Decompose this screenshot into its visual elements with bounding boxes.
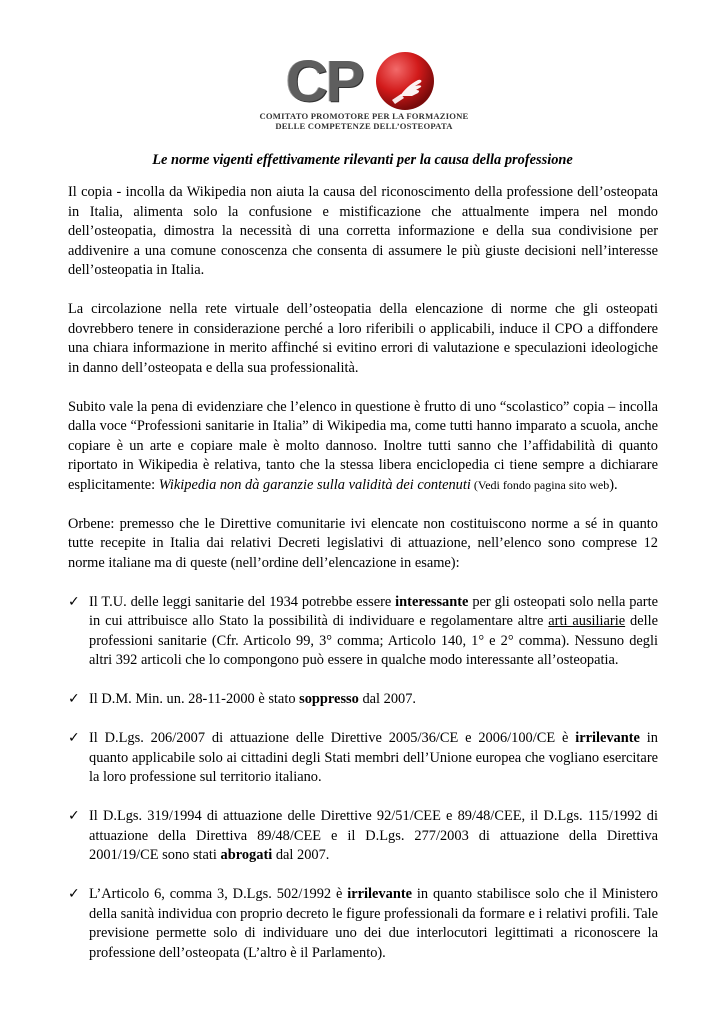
checkmark-icon: ✓ — [68, 593, 80, 610]
checkmark-icon: ✓ — [68, 691, 80, 707]
logo-caption-line-1: COMITATO PROMOTORE PER LA FORMAZIONE — [259, 111, 469, 121]
item-text: in quanto stabilisce solo che il Ministero della sanità individua con proprio decreto le figure professionali da formare e i relativi profili. Tale previsione permette solo di individuare uno dei due interlocutori legittimati a riconoscere la professione dell’osteopata (L’altro è il Parlamento). — [89, 886, 658, 961]
paragraph-2: La circolazione nella rete virtuale dell’osteopatia della elencazione di norme che gli osteopati dovrebbero tenere in considerazione perché a loro riferibili o applicabili, induce il CPO a diffondere una chiara informazione in merito affinché si evitino errori di valutazione e speculazioni ideologiche in danno dell’osteopata e della sua professionalità. — [68, 301, 658, 376]
item-emphasis: irrilevante — [347, 886, 412, 902]
checkmark-icon: ✓ — [68, 886, 80, 902]
logo-caption — [254, 112, 474, 131]
item-emphasis: soppresso — [299, 691, 359, 707]
item-emphasis: abrogati — [220, 847, 273, 863]
item-text: dal 2007. — [358, 691, 416, 707]
item-text: in quanto applicabile solo ai cittadini degli Stati membri dell’Unione europea che vogliano esercitare la loro professione sul territorio italiano. — [89, 730, 658, 785]
cpo-logo — [254, 50, 474, 132]
logo-caption-line-2: DELLE COMPETENZE DELL’OSTEOPATA — [275, 120, 453, 131]
norms-list — [68, 593, 658, 964]
paragraph-4: Orbene: premesso che le Direttive comunitarie ivi elencate non costituiscono norme a sé in quanto tutte recepite in Italia dai relativi Decreti legislativi di attuazione, nell’elenco sono comprese 12 norme italiane ma di queste (nell’ordine dell’elencazione in esame): — [68, 515, 658, 571]
list-item — [68, 690, 658, 710]
checkmark-icon: ✓ — [68, 730, 80, 746]
list-item — [68, 885, 658, 963]
checkmark-icon: ✓ — [68, 808, 80, 824]
item-emphasis: interessante — [395, 593, 469, 610]
item-text: Il D.Lgs. 206/2007 di attuazione delle Direttive 2005/36/CE e 2006/100/CE è — [89, 730, 576, 746]
item-text: Il T.U. delle leggi sanitarie del 1934 potrebbe essere — [89, 593, 396, 610]
item-text: L’Articolo 6, comma 3, D.Lgs. 502/1992 è — [89, 886, 348, 902]
paragraph-3-end: ). — [609, 476, 618, 493]
item-emphasis: irrilevante — [575, 730, 640, 746]
item-text: per gli osteopati solo nella parte in cui attribuisce allo Stato la possibilità di individuare e regolamentare altre — [89, 593, 658, 629]
list-item — [68, 593, 658, 671]
logo-ball-icon — [374, 50, 436, 112]
item-text: Il D.Lgs. 319/1994 di attuazione delle Direttive 92/51/CEE e 89/48/CEE, il D.Lgs. 115/1992 di attuazione della Direttiva 89/48/CEE e il D.Lgs. 277/2003 di attuazione della Direttiva 2001/19/CE sono stati — [89, 808, 658, 863]
document-title: Le norme vigenti effettivamente rilevanti per la causa della professione — [152, 152, 573, 168]
item-text: delle professioni sanitarie (Cfr. Articolo 99, 3° comma; Articolo 140, 1° e 2° comma). Nessuno degli altri 392 articoli che lo compongono può essere in qualche modo interessante all’osteopatia. — [89, 613, 658, 668]
paragraph-3 — [68, 398, 658, 496]
list-item — [68, 807, 658, 866]
logo-letters: CP — [286, 49, 363, 114]
list-item — [68, 729, 658, 788]
item-underlined: arti ausiliarie — [548, 613, 626, 629]
item-text: dal 2007. — [272, 847, 330, 863]
paragraph-3-text: Subito vale la pena di evidenziare che l’elenco in questione è frutto di uno “scolastico” copia – incolla dalla voce “Professioni sanitarie in Italia” di Wikipedia ma, come tutti hanno imparato a scuola, anche copiare è un arte e copiare male è molto dannoso. Inoltre tutti sanno che l’affidabilità di quanto riportato in Wikipedia è relativa, tanto che la stessa libera enciclopedia ci tiene sempre a dichiarare esplicitamente: — [68, 398, 658, 493]
paragraph-1: Il copia - incolla da Wikipedia non aiuta la causa del riconoscimento della professione dell’osteopata in Italia, alimenta solo la confusione e mistificazione che attualmente impera nel mondo dell’osteopatia, dimostra la necessità di una corretta informazione e della sua condivisione per addivenire a una comune conoscenza che consenta di assumere le più giuste decisioni nell’interesse dell’osteopatia in Italia. — [68, 184, 658, 278]
item-text: Il D.M. Min. un. 28-11-2000 è stato — [89, 691, 300, 707]
document-body — [68, 183, 658, 983]
paragraph-3-note: (Vedi fondo pagina sito web — [470, 477, 610, 492]
wikipedia-disclaimer: Wikipedia non dà garanzie sulla validità dei contenuti — [158, 476, 471, 493]
